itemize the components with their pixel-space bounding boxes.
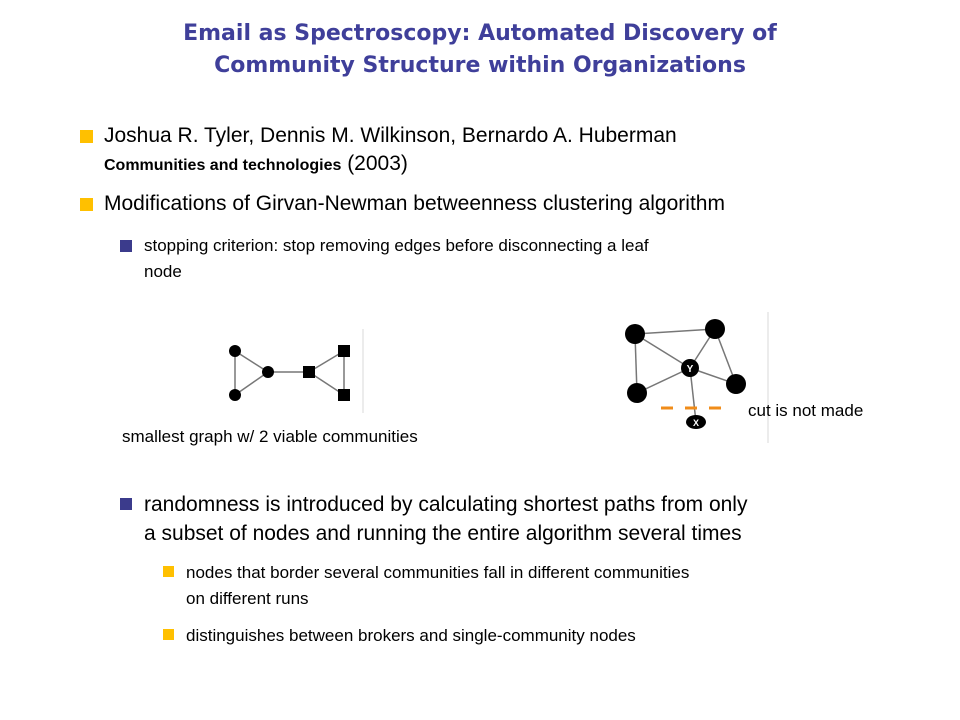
left-figure-caption: smallest graph w/ 2 viable communities <box>122 427 418 446</box>
smallest-graph-figure <box>215 325 370 415</box>
bullet-marker <box>120 498 132 510</box>
right-figure-caption: cut is not made <box>748 401 864 420</box>
brokers-text: distinguishes between brokers and single-community nodes <box>186 626 636 645</box>
bullet-marker <box>120 240 132 252</box>
graph-node-square <box>338 389 350 401</box>
stopping-line-2: node <box>144 262 182 281</box>
stopping-line-1: stopping criterion: stop removing edges before disconnecting a leaf <box>144 236 649 255</box>
authors-text: Joshua R. Tyler, Dennis M. Wilkinson, Bernardo A. Huberman <box>104 124 677 147</box>
graph-edges <box>235 351 344 395</box>
graph-node-square <box>303 366 315 378</box>
graph-node-square <box>338 345 350 357</box>
year-text: (2003) <box>341 152 408 175</box>
bullet-marker <box>163 566 174 577</box>
slide-title <box>0 18 960 82</box>
bullet-marker <box>163 629 174 640</box>
graph-node <box>229 345 241 357</box>
border-line-2: on different runs <box>186 589 309 608</box>
randomness-line-2: a subset of nodes and running the entire algorithm several times <box>144 522 742 545</box>
title-line-2: Community Structure within Organizations <box>214 53 746 78</box>
cut-graph-figure <box>615 310 775 445</box>
bullet-marker <box>80 198 93 211</box>
border-line-1: nodes that border several communities fall in different communities <box>186 563 690 582</box>
title-line-1: Email as Spectroscopy: Automated Discovery of <box>183 21 777 46</box>
randomness-line-1: randomness is introduced by calculating shortest paths from only <box>144 493 748 516</box>
graph-node <box>229 389 241 401</box>
modifications-text: Modifications of Girvan-Newman betweenness clustering algorithm <box>104 192 725 215</box>
node-y-label: Y <box>686 364 694 375</box>
graph-node <box>262 366 274 378</box>
bullet-marker <box>80 130 93 143</box>
graph-node <box>627 383 647 403</box>
venue-text: Communities and technologies <box>104 157 342 174</box>
graph-node <box>705 319 725 339</box>
node-x-label: X <box>692 418 700 428</box>
graph-node <box>625 324 645 344</box>
graph-node <box>726 374 746 394</box>
